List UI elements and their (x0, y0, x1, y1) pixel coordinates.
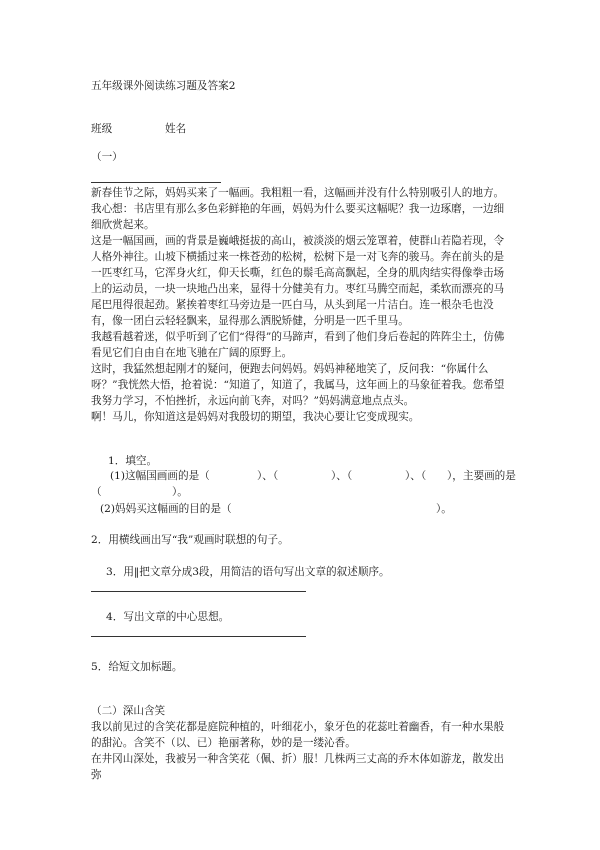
passage1-paragraph: 我越看越着迷，似乎听到了它们“得得”的马蹄声，看到了他们身后卷起的阵阵尘土，仿佛看见它们自由自在地飞驰在广阔的原野上。 (91, 331, 505, 359)
class-label: 班级 (91, 123, 113, 135)
question-1-2: (2)妈妈买这幅画的目的是（ (100, 503, 232, 515)
question-1-1-start: (1)这幅国画画的是（ (110, 470, 210, 482)
passage1-paragraph: 新春佳节之际，妈妈买来了一幅画。我粗粗一看，这幅画并没有什么特别吸引人的地方。我心想：书店里有那么多色彩鲜艳的年画，妈妈为什么要买这幅呢？我一边琢磨，一边细细欣赏起来。 (91, 187, 505, 231)
question-1-2-close: ）。 (436, 503, 452, 515)
question-1-1-bracket: ）、（ (405, 470, 427, 482)
question-1-1-answer-open: （ (91, 486, 102, 498)
question-1-1-end: ），主要画的是 (447, 470, 516, 482)
question-1: 1．填空。 (108, 455, 158, 467)
answer-line (91, 591, 306, 592)
question-1-1-answer-close: ）。 (172, 486, 188, 498)
question-5: 5．给短文加标题。 (91, 661, 183, 673)
passage2-paragraph: 在井冈山深处，我被另一种含笑花（佩、折）服！几株两三丈高的乔木体如游龙，散发出弥 (91, 753, 505, 781)
passage1-paragraph: 这时，我猛然想起刚才的疑问，便跑去问妈妈。妈妈神秘地笑了，反问我：“你属什么呀？”我恍然大悟，抢着说：“知道了，知道了，我属马，这年画上的马象征着我。您希望我努力学习，不怕挫折，永远向前飞奔，对吗？”妈妈满意地点点头。 (91, 363, 505, 407)
passage1-paragraph: 啊！马儿，你知道这是妈妈对我殷切的期望，我决心要让它变成现实。 (91, 411, 420, 423)
question-1-1-bracket: ）、（ (331, 470, 353, 482)
answer-line (91, 636, 306, 637)
section-two-heading: （二）深山含笑 (91, 705, 166, 717)
question-3: 3．用‖把文章分成3段，用简洁的语句写出文章的叙述顺序。 (106, 566, 390, 578)
name-label: 姓名 (165, 123, 187, 135)
passage1-paragraph: 这是一幅国画，画的背景是巍峨挺拔的高山，被淡淡的烟云笼罩着，使群山若隐若现，令人格外神往。山坡下横插过来一株苍劲的松树，松树下是一对飞奔的骏马。奔在前头的是一匹枣红马，它浑身火红，仰天长嘶，红色的鬃毛高高飘起，全身的肌肉结实得像拳击场上的运动员，一块一块地凸出来，显得十分健美有力。枣红马腾空而起，柔软而漂亮的马尾巴甩得很起劲。紧挨着枣红马旁边是一匹白马，从头到尾一片洁白。连一根杂毛也没有，像一团白云轻轻飘来，显得那么洒脱矫健，分明是一匹千里马。 (91, 235, 505, 327)
question-4: 4．写出文章的中心思想。 (106, 611, 230, 623)
section-one-label: （一） (91, 151, 123, 163)
question-2: 2．用横线画出写“我”观画时联想的句子。 (91, 534, 289, 546)
separator-line (91, 182, 221, 183)
document-title: 五年级课外阅读练习题及答案2 (91, 80, 236, 92)
passage2-paragraph: 我以前见过的含笑花都是庭院种植的，叶细花小，象牙色的花蕊吐着幽香，有一种水果般的甜沁。含笑不（以、已）艳丽著称，妙的是一缕沁香。 (91, 721, 505, 749)
question-1-1-bracket: ）、（ (257, 470, 279, 482)
